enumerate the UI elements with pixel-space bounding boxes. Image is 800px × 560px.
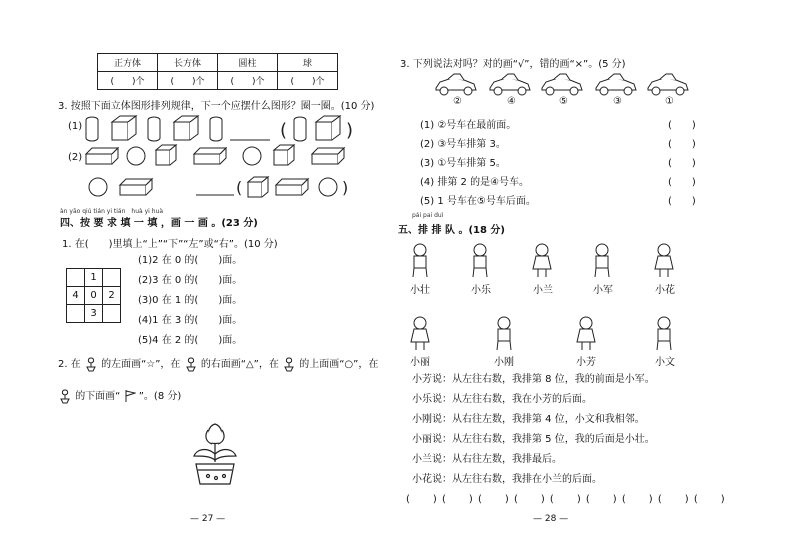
car-label: ④ bbox=[507, 96, 516, 107]
saying: 小兰说：从右往左数，我排最后。 bbox=[412, 454, 562, 465]
shape-pattern-row1 bbox=[84, 114, 364, 144]
car-label: ① bbox=[665, 96, 674, 107]
q2-text: 的上面画“○”，在 bbox=[299, 359, 379, 370]
q2-text: ”。(8 分) bbox=[138, 391, 182, 402]
cuboid-icon bbox=[86, 148, 118, 164]
child-figure-icon bbox=[413, 244, 427, 277]
q2-text: 2. 在 bbox=[58, 359, 81, 370]
saying: 小花说：从左往右数，我排在小兰的后面。 bbox=[412, 474, 602, 485]
kids-row1-figures bbox=[404, 243, 694, 279]
cylinder-icon bbox=[294, 117, 306, 141]
statement: (1) ②号车在最前面。 bbox=[420, 120, 517, 131]
child-figure-icon bbox=[497, 317, 511, 350]
grid-cell: 1 bbox=[85, 269, 103, 287]
row1-label: (1) bbox=[68, 121, 83, 132]
race-car-icon bbox=[490, 74, 530, 95]
grid-cell bbox=[103, 305, 121, 323]
cube-icon bbox=[156, 145, 176, 165]
grid-cell bbox=[67, 305, 85, 323]
car-label: ③ bbox=[613, 96, 622, 107]
table-header: 长方体 bbox=[158, 54, 218, 72]
section5-pinyin: pái pai duì bbox=[412, 212, 444, 219]
child-figure-icon bbox=[473, 244, 487, 277]
shape-pattern-row2 bbox=[84, 144, 364, 206]
statement: (2) ③号车排第 3。 bbox=[420, 139, 506, 150]
q1-item: (3)0 在 1 的( )面。 bbox=[138, 295, 243, 306]
question-2-line1 bbox=[58, 355, 378, 372]
child-figure-icon bbox=[577, 317, 595, 350]
svg-text:): ) bbox=[342, 178, 349, 197]
svg-text:(: ( bbox=[236, 178, 243, 197]
shape-count-table bbox=[97, 53, 338, 90]
child-figure-icon bbox=[595, 244, 609, 277]
kid-name: 小壮 bbox=[410, 285, 430, 296]
grid-cell: 3 bbox=[85, 305, 103, 323]
question-3-title: 3. 按照下面立体图形排列规律，下一个应摆什么图形？圈一圈。(10 分) bbox=[58, 101, 375, 112]
section5-title: 五、排 排 队 。(18 分) bbox=[398, 225, 505, 236]
statement: (3) ①号车排第 5。 bbox=[420, 158, 506, 169]
section4-title: 四、按 要 求 填 一 填 ，画 一 画 。(23 分) bbox=[60, 218, 258, 229]
race-car-icon bbox=[596, 74, 636, 95]
q2-text: 的右面画“△”，在 bbox=[200, 359, 279, 370]
kid-name: 小兰 bbox=[533, 285, 553, 296]
car-label: ② bbox=[453, 96, 462, 107]
sphere-icon bbox=[89, 178, 107, 196]
q1-item: (5)4 在 2 的( )面。 bbox=[138, 335, 243, 346]
race-car-icon bbox=[542, 74, 582, 95]
kid-name: 小乐 bbox=[471, 285, 491, 296]
answer-paren[interactable]: ( ) bbox=[668, 120, 696, 131]
grid-cell: 2 bbox=[103, 287, 121, 305]
cuboid-icon bbox=[312, 148, 344, 164]
kid-name: 小花 bbox=[655, 285, 675, 296]
kid-name: 小刚 bbox=[494, 357, 514, 368]
number-grid bbox=[66, 268, 121, 323]
potted-flower-illustration bbox=[186, 420, 244, 488]
flower-pot-icon bbox=[282, 356, 296, 372]
row2-label: (2) bbox=[68, 152, 83, 163]
statement: (5) 1 号车在⑤号车后面。 bbox=[420, 196, 536, 207]
q2-text: 的下面画“ bbox=[75, 391, 121, 402]
flower-pot-icon bbox=[58, 388, 72, 404]
page-number-left: — 27 — bbox=[190, 514, 226, 524]
cube-icon bbox=[248, 177, 268, 197]
table-header: 正方体 bbox=[98, 54, 158, 72]
answer-paren[interactable]: ( ) bbox=[668, 139, 696, 150]
race-car-icon bbox=[436, 74, 476, 95]
table-cell[interactable]: ( )个 bbox=[278, 72, 338, 90]
cube-icon bbox=[274, 145, 294, 165]
cube-icon bbox=[112, 116, 136, 140]
child-figure-icon bbox=[411, 317, 429, 350]
flag-icon bbox=[124, 389, 136, 403]
kid-name: 小丽 bbox=[410, 357, 430, 368]
q1-item: (4)1 在 3 的( )面。 bbox=[138, 315, 243, 326]
grid-cell: 0 bbox=[85, 287, 103, 305]
cuboid-icon bbox=[120, 179, 152, 195]
answer-paren[interactable]: ( ) bbox=[668, 177, 696, 188]
cuboid-icon bbox=[194, 148, 226, 164]
child-figure-icon bbox=[657, 317, 671, 350]
q1-item: (1)2 在 0 的( )面。 bbox=[138, 255, 243, 266]
section4-pinyin: àn yāo qiú tián yi tián huà yi huà bbox=[60, 208, 164, 215]
kids-row2-figures bbox=[404, 316, 694, 352]
question-1-title: 1. 在( )里填上“上”“下”“左”或“右”。(10 分) bbox=[62, 239, 278, 250]
race-car-icon bbox=[648, 74, 688, 95]
svg-text:): ) bbox=[346, 120, 354, 141]
answer-row[interactable]: ( ) ( ) ( ) ( ) ( ) ( ) ( ) ( ) ( ) bbox=[406, 494, 726, 505]
grid-cell: 4 bbox=[67, 287, 85, 305]
flower-pot-icon bbox=[84, 356, 98, 372]
child-figure-icon bbox=[655, 244, 673, 277]
saying: 小乐说：从左往右数，我在小芳的后面。 bbox=[412, 394, 592, 405]
saying: 小丽说：从左往右数，我排第 5 位，我的后面是小壮。 bbox=[412, 434, 655, 445]
sphere-icon bbox=[319, 178, 337, 196]
sphere-icon bbox=[243, 147, 261, 165]
cylinder-icon bbox=[210, 117, 222, 141]
q1-item: (2)3 在 0 的( )面。 bbox=[138, 275, 243, 286]
grid-cell bbox=[67, 269, 85, 287]
saying: 小刚说：从右往左数，我排第 4 位，小文和我相邻。 bbox=[412, 414, 645, 425]
cuboid-icon bbox=[276, 179, 308, 195]
saying: 小芳说：从左往右数，我排第 8 位，我的前面是小军。 bbox=[412, 374, 655, 385]
right-question-3-title: 3. 下列说法对吗？对的画“√”，错的画“×”。(5 分) bbox=[400, 59, 626, 70]
cube-icon bbox=[174, 116, 198, 140]
page-number-right: — 28 — bbox=[533, 514, 569, 524]
grid-cell bbox=[103, 269, 121, 287]
kid-name: 小文 bbox=[655, 357, 675, 368]
table-cell[interactable]: ( )个 bbox=[218, 72, 278, 90]
cylinder-icon bbox=[86, 117, 98, 141]
table-header: 圆柱 bbox=[218, 54, 278, 72]
kid-name: 小军 bbox=[593, 285, 613, 296]
answer-paren[interactable]: ( ) bbox=[668, 158, 696, 169]
statement: (4) 排第 2 的是④号车。 bbox=[420, 177, 530, 188]
child-figure-icon bbox=[533, 244, 551, 277]
table-cell[interactable]: ( )个 bbox=[98, 72, 158, 90]
kid-name: 小芳 bbox=[576, 357, 596, 368]
cube-icon bbox=[316, 116, 340, 140]
car-label: ⑤ bbox=[559, 96, 568, 107]
svg-text:(: ( bbox=[280, 120, 288, 141]
q2-text: 的左面画“☆”，在 bbox=[101, 359, 181, 370]
answer-paren[interactable]: ( ) bbox=[668, 196, 696, 207]
question-2-line2 bbox=[58, 387, 181, 404]
table-header: 球 bbox=[278, 54, 338, 72]
flower-pot-icon bbox=[184, 356, 198, 372]
race-cars-row bbox=[434, 70, 694, 98]
table-cell[interactable]: ( )个 bbox=[158, 72, 218, 90]
cylinder-icon bbox=[148, 117, 160, 141]
sphere-icon bbox=[127, 147, 145, 165]
